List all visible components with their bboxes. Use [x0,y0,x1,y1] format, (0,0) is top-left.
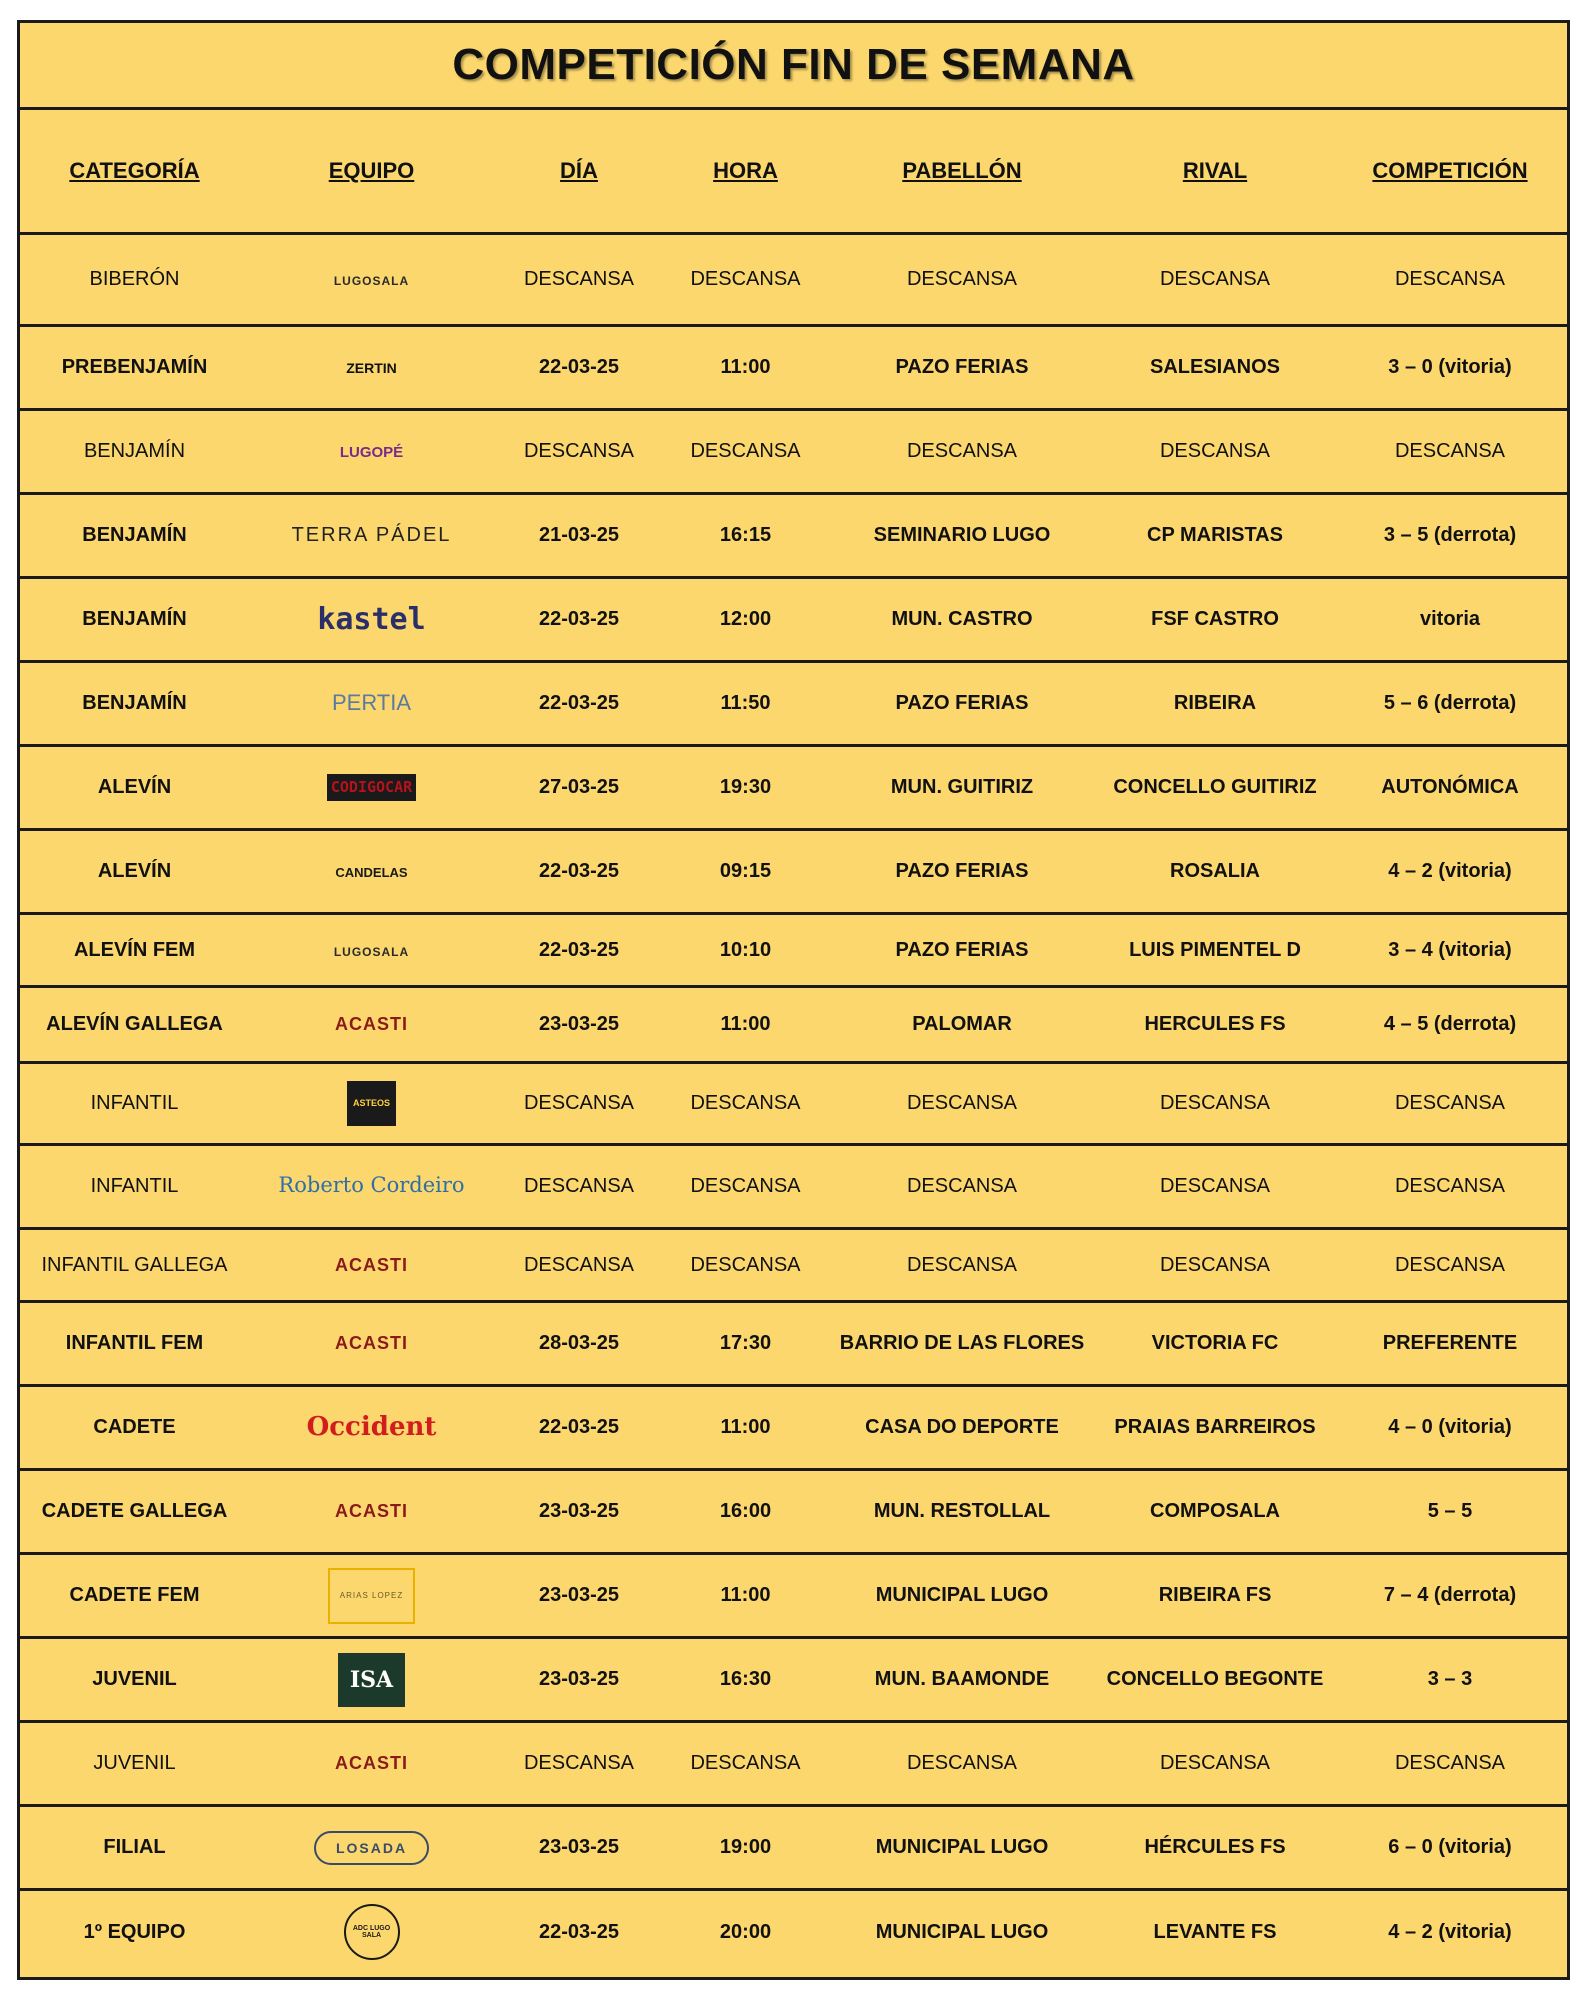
cell-hora: 11:00 [664,1386,827,1470]
schedule-table [20,110,1567,1974]
cell-pabellon: MUN. BAAMONDE [827,1638,1097,1722]
cell-competicion: DESCANSA [1333,1229,1567,1302]
cell-competicion: 7 – 4 (derrota) [1333,1554,1567,1638]
cell-equipo [249,1145,494,1229]
cell-categoria: CADETE FEM [20,1554,249,1638]
team-logo: CODIGOCAR [327,774,416,801]
page-title: COMPETICIÓN FIN DE SEMANA [20,23,1567,110]
cell-rival: PRAIAS BARREIROS [1097,1386,1333,1470]
cell-categoria: INFANTIL [20,1145,249,1229]
header-hora: HORA [664,110,827,234]
cell-hora: 11:00 [664,987,827,1063]
cell-equipo [249,1890,494,1974]
cell-competicion: 5 – 5 [1333,1470,1567,1554]
cell-hora: DESCANSA [664,1722,827,1806]
team-logo: LUGOSALA [333,274,410,288]
cell-dia: 22-03-25 [494,1386,664,1470]
team-logo: ZERTIN [346,360,397,376]
cell-competicion: PREFERENTE [1333,1302,1567,1386]
header-pabellon: PABELLÓN [827,110,1097,234]
cell-equipo [249,1470,494,1554]
cell-equipo [249,326,494,410]
cell-rival: FSF CASTRO [1097,578,1333,662]
cell-categoria: BENJAMÍN [20,578,249,662]
team-logo: CANDELAS [335,865,408,880]
table-row [20,1302,1567,1386]
cell-hora: 11:00 [664,1554,827,1638]
team-logo: Roberto Cordeiro [278,1173,465,1197]
cell-pabellon: DESCANSA [827,1063,1097,1145]
table-row [20,914,1567,987]
cell-equipo [249,1386,494,1470]
cell-competicion: 4 – 2 (vitoria) [1333,830,1567,914]
cell-equipo [249,914,494,987]
cell-hora: DESCANSA [664,1229,827,1302]
cell-dia: 22-03-25 [494,830,664,914]
team-logo: LUGOSALA [333,944,410,959]
cell-pabellon: DESCANSA [827,1145,1097,1229]
cell-dia: DESCANSA [494,1063,664,1145]
cell-equipo [249,494,494,578]
cell-dia: DESCANSA [494,1722,664,1806]
cell-dia: 22-03-25 [494,578,664,662]
cell-rival: DESCANSA [1097,410,1333,494]
cell-hora: 11:50 [664,662,827,746]
team-logo: PERTIA [331,689,412,715]
cell-competicion: 6 – 0 (vitoria) [1333,1806,1567,1890]
cell-pabellon: BARRIO DE LAS FLORES [827,1302,1097,1386]
cell-equipo [249,410,494,494]
table-row [20,1890,1567,1974]
cell-competicion: 4 – 2 (vitoria) [1388,1920,1512,1943]
cell-categoria: ALEVÍN GALLEGA [20,987,249,1063]
cell-hora: DESCANSA [664,1145,827,1229]
cell-pabellon: DESCANSA [827,410,1097,494]
cell-rival: CP MARISTAS [1097,494,1333,578]
cell-pabellon: MUN. RESTOLLAL [827,1470,1097,1554]
table-row [20,494,1567,578]
cell-equipo [249,1722,494,1806]
cell-pabellon: DESCANSA [827,234,1097,326]
cell-categoria: INFANTIL [20,1063,249,1145]
cell-pabellon: PAZO FERIAS [827,914,1097,987]
cell-hora: 20:00 [719,1920,772,1943]
cell-hora: 10:10 [664,914,827,987]
cell-equipo [249,1554,494,1638]
team-logo: ACASTI [335,1014,408,1034]
table-row [20,1386,1567,1470]
cell-equipo [249,662,494,746]
cell-hora: 09:15 [664,830,827,914]
team-logo: LUGOPÉ [339,444,404,461]
cell-rival: HERCULES FS [1097,987,1333,1063]
cell-dia: 23-03-25 [494,987,664,1063]
header-categoria: CATEGORÍA [20,110,249,234]
cell-pabellon: MUNICIPAL LUGO [827,1554,1097,1638]
cell-dia: 23-03-25 [494,1554,664,1638]
cell-rival: LEVANTE FS [1153,1920,1277,1943]
cell-dia: 22-03-25 [538,1920,620,1943]
table-row [20,1229,1567,1302]
cell-categoria: FILIAL [20,1806,249,1890]
header-dia: DÍA [494,110,664,234]
team-logo: ASTEOS [347,1081,396,1126]
cell-competicion: 3 – 4 (vitoria) [1333,914,1567,987]
cell-hora: 16:15 [664,494,827,578]
table-row [20,234,1567,326]
team-logo: TERRA PÁDEL [291,524,452,546]
cell-dia: DESCANSA [494,410,664,494]
cell-categoria: ALEVÍN [20,830,249,914]
cell-equipo [249,1638,494,1722]
cell-rival: RIBEIRA FS [1097,1554,1333,1638]
cell-competicion: 4 – 5 (derrota) [1333,987,1567,1063]
header-row [20,110,1567,234]
table-row [20,662,1567,746]
table-row [20,746,1567,830]
cell-equipo [249,830,494,914]
cell-categoria: PREBENJAMÍN [20,326,249,410]
cell-rival: DESCANSA [1097,1229,1333,1302]
cell-categoria: INFANTIL FEM [20,1302,249,1386]
table-row [20,1145,1567,1229]
cell-pabellon: PALOMAR [827,987,1097,1063]
cell-competicion: DESCANSA [1333,234,1567,326]
cell-categoria: BENJAMÍN [20,410,249,494]
cell-equipo [249,1302,494,1386]
cell-hora: 17:30 [664,1302,827,1386]
team-logo: ACASTI [335,1333,408,1353]
team-logo: ISA [338,1653,405,1707]
cell-rival: ROSALIA [1097,830,1333,914]
cell-rival: LUIS PIMENTEL D [1097,914,1333,987]
cell-hora: 19:00 [664,1806,827,1890]
cell-dia: 27-03-25 [494,746,664,830]
cell-pabellon: MUNICIPAL LUGO [875,1920,1049,1943]
team-logo: kastel [317,601,426,637]
cell-dia: DESCANSA [494,1145,664,1229]
cell-rival: CONCELLO BEGONTE [1097,1638,1333,1722]
cell-competicion: DESCANSA [1333,1145,1567,1229]
cell-competicion: 3 – 0 (vitoria) [1333,326,1567,410]
cell-categoria: ALEVÍN [20,746,249,830]
table-row [20,987,1567,1063]
cell-categoria: BENJAMÍN [20,662,249,746]
team-logo: Occident [306,1412,437,1442]
cell-equipo [249,1063,494,1145]
cell-categoria: JUVENIL [20,1638,249,1722]
table-row [20,578,1567,662]
cell-dia: 22-03-25 [494,914,664,987]
cell-competicion: 3 – 3 [1333,1638,1567,1722]
cell-hora: 12:00 [664,578,827,662]
cell-competicion: DESCANSA [1333,1063,1567,1145]
cell-rival: CONCELLO GUITIRIZ [1097,746,1333,830]
cell-rival: COMPOSALA [1097,1470,1333,1554]
table-row [20,1806,1567,1890]
cell-dia: 23-03-25 [494,1470,664,1554]
cell-competicion: DESCANSA [1333,410,1567,494]
table-row [20,1470,1567,1554]
cell-dia: 22-03-25 [494,662,664,746]
cell-categoria: BIBERÓN [20,234,249,326]
cell-dia: 28-03-25 [494,1302,664,1386]
team-logo: ARIAS LOPEZ [328,1568,415,1624]
cell-hora: DESCANSA [664,410,827,494]
cell-rival: VICTORIA FC [1097,1302,1333,1386]
cell-hora: 11:00 [664,326,827,410]
cell-rival: DESCANSA [1097,1722,1333,1806]
cell-hora: 16:30 [664,1638,827,1722]
cell-equipo [249,234,494,326]
cell-equipo [249,1229,494,1302]
cell-dia: DESCANSA [494,234,664,326]
team-logo: ACASTI [335,1753,408,1773]
team-logo: ACASTI [335,1254,408,1275]
cell-pabellon: CASA DO DEPORTE [827,1386,1097,1470]
cell-rival: RIBEIRA [1097,662,1333,746]
table-row [20,410,1567,494]
cell-rival: HÉRCULES FS [1097,1806,1333,1890]
table-row [20,830,1567,914]
cell-competicion: vitoria [1333,578,1567,662]
cell-pabellon: PAZO FERIAS [827,830,1097,914]
schedule-sheet [17,20,1570,1980]
cell-rival: DESCANSA [1097,1145,1333,1229]
cell-pabellon: PAZO FERIAS [827,326,1097,410]
cell-dia: 23-03-25 [494,1638,664,1722]
cell-categoria: ALEVÍN FEM [20,914,249,987]
cell-rival: DESCANSA [1097,1063,1333,1145]
table-row [20,1638,1567,1722]
team-logo: LOSADA [314,1831,429,1865]
cell-pabellon: PAZO FERIAS [827,662,1097,746]
cell-hora: DESCANSA [664,1063,827,1145]
team-logo: ADC LUGO SALA [344,1904,400,1960]
header-competicion: COMPETICIÓN [1333,110,1567,234]
cell-rival: SALESIANOS [1097,326,1333,410]
cell-categoria: CADETE [20,1386,249,1470]
table-row [20,1063,1567,1145]
cell-dia: DESCANSA [494,1229,664,1302]
cell-equipo [249,746,494,830]
cell-pabellon: MUNICIPAL LUGO [827,1806,1097,1890]
cell-equipo [249,987,494,1063]
cell-competicion: 4 – 0 (vitoria) [1333,1386,1567,1470]
cell-dia: 23-03-25 [494,1806,664,1890]
cell-categoria: 1º EQUIPO [83,1920,186,1943]
cell-categoria: INFANTIL GALLEGA [20,1229,249,1302]
cell-hora: 16:00 [664,1470,827,1554]
cell-dia: 22-03-25 [494,326,664,410]
header-equipo: EQUIPO [249,110,494,234]
table-row [20,326,1567,410]
header-rival: RIVAL [1097,110,1333,234]
cell-categoria: JUVENIL [20,1722,249,1806]
cell-dia: 21-03-25 [494,494,664,578]
cell-pabellon: SEMINARIO LUGO [827,494,1097,578]
cell-pabellon: MUN. CASTRO [827,578,1097,662]
table-row [20,1722,1567,1806]
cell-pabellon: DESCANSA [827,1722,1097,1806]
cell-pabellon: DESCANSA [827,1229,1097,1302]
table-row [20,1554,1567,1638]
cell-competicion: DESCANSA [1333,1722,1567,1806]
cell-hora: DESCANSA [664,234,827,326]
cell-equipo [249,1806,494,1890]
cell-hora: 19:30 [664,746,827,830]
cell-competicion: 5 – 6 (derrota) [1333,662,1567,746]
cell-equipo [249,578,494,662]
cell-competicion: 3 – 5 (derrota) [1333,494,1567,578]
team-logo: ACASTI [335,1501,408,1521]
cell-categoria: CADETE GALLEGA [20,1470,249,1554]
cell-categoria: BENJAMÍN [20,494,249,578]
cell-pabellon: MUN. GUITIRIZ [827,746,1097,830]
cell-competicion: AUTONÓMICA [1333,746,1567,830]
cell-rival: DESCANSA [1097,234,1333,326]
